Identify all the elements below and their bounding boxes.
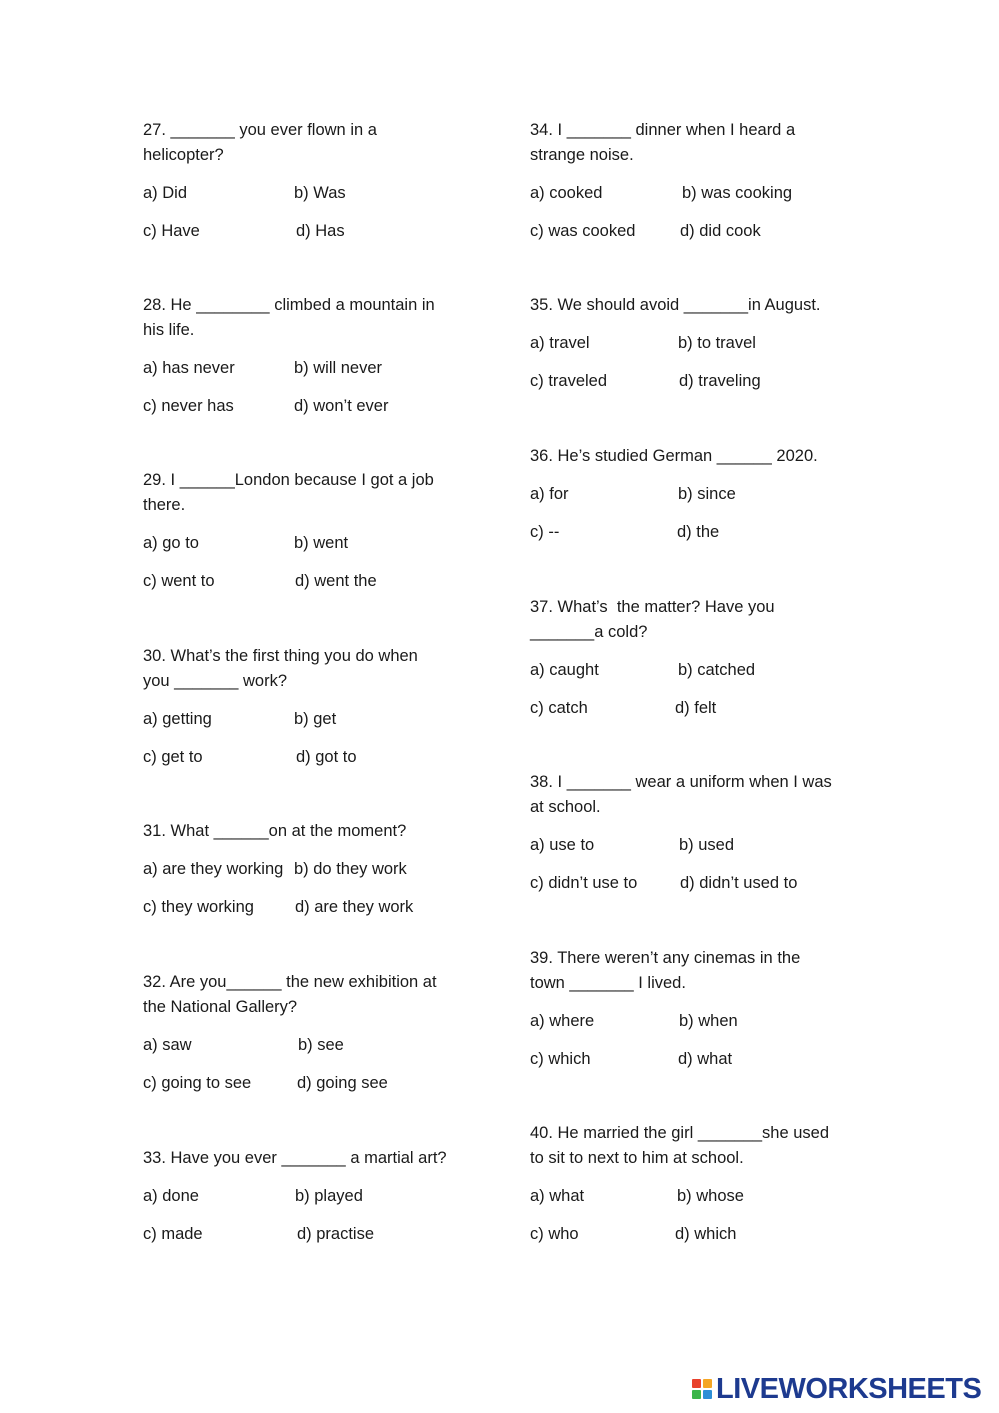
question-text: 30. What’s the first thing you do when you _______ work? bbox=[143, 647, 418, 690]
option-d[interactable]: d) are they work bbox=[295, 898, 414, 916]
option-b[interactable]: b) whose bbox=[677, 1187, 744, 1205]
option-a[interactable]: a) saw bbox=[143, 1036, 192, 1054]
logo-square bbox=[703, 1379, 712, 1388]
question-text: 34. I _______ dinner when I heard a strange noise. bbox=[530, 121, 796, 164]
option-a[interactable]: a) go to bbox=[143, 534, 199, 552]
option-b[interactable]: b) since bbox=[678, 485, 736, 503]
option-a[interactable]: a) use to bbox=[530, 836, 595, 854]
question-31 bbox=[143, 819, 463, 933]
options-row bbox=[530, 482, 850, 520]
option-a[interactable]: a) what bbox=[530, 1187, 585, 1205]
options-row bbox=[530, 369, 850, 407]
options-row bbox=[530, 1009, 850, 1047]
option-d[interactable]: d) went the bbox=[295, 572, 377, 590]
option-b[interactable]: b) went bbox=[294, 534, 349, 552]
option-b[interactable]: b) catched bbox=[678, 661, 756, 679]
question-text: 40. He married the girl _______she used to sit to next to him at school. bbox=[530, 1124, 830, 1167]
logo-square bbox=[703, 1390, 712, 1399]
logo-text: LIVEWORKSHEETS bbox=[716, 1372, 982, 1405]
options-row bbox=[530, 331, 850, 369]
option-c[interactable]: c) catch bbox=[530, 699, 588, 717]
logo-square bbox=[692, 1390, 701, 1399]
options-row bbox=[143, 531, 463, 569]
option-d[interactable]: d) did cook bbox=[680, 222, 761, 240]
options-row bbox=[143, 181, 463, 219]
question-text: 33. Have you ever _______ a martial art? bbox=[143, 1149, 447, 1167]
option-a[interactable]: a) travel bbox=[530, 334, 590, 352]
option-c[interactable]: c) was cooked bbox=[530, 222, 636, 240]
options-row bbox=[143, 745, 463, 783]
options-row bbox=[143, 1184, 463, 1222]
question-33 bbox=[143, 1146, 463, 1260]
option-a[interactable]: a) Did bbox=[143, 184, 188, 202]
question-text: 35. We should avoid _______in August. bbox=[530, 296, 821, 314]
options-row bbox=[143, 219, 463, 257]
question-text: 36. He’s studied German ______ 2020. bbox=[530, 447, 818, 465]
option-d[interactable]: d) got to bbox=[296, 748, 357, 766]
question-34 bbox=[530, 118, 850, 257]
logo-mark-icon bbox=[692, 1379, 712, 1399]
option-d[interactable]: d) traveling bbox=[679, 372, 761, 390]
options-row bbox=[530, 696, 850, 734]
option-c[interactable]: c) get to bbox=[143, 748, 203, 766]
option-c[interactable]: c) Have bbox=[143, 222, 200, 240]
option-a[interactable]: a) has never bbox=[143, 359, 235, 377]
options-row bbox=[530, 1047, 850, 1085]
question-text: 31. What ______on at the moment? bbox=[143, 822, 407, 840]
option-b[interactable]: b) Was bbox=[294, 184, 346, 202]
question-text: 27. _______ you ever flown in a helicopter? bbox=[143, 121, 377, 164]
option-d[interactable]: d) didn’t used to bbox=[680, 874, 798, 892]
option-d[interactable]: d) Has bbox=[296, 222, 345, 240]
question-38 bbox=[530, 770, 850, 909]
option-a[interactable]: a) are they working bbox=[143, 860, 284, 878]
option-d[interactable]: d) going see bbox=[297, 1074, 388, 1092]
options-row bbox=[530, 871, 850, 909]
option-c[interactable]: c) which bbox=[530, 1050, 591, 1068]
question-40 bbox=[530, 1121, 850, 1260]
option-c[interactable]: c) -- bbox=[530, 523, 560, 541]
option-a[interactable]: a) cooked bbox=[530, 184, 603, 202]
question-37 bbox=[530, 595, 850, 734]
question-29 bbox=[143, 468, 463, 607]
option-b[interactable]: b) to travel bbox=[678, 334, 756, 352]
options-row bbox=[530, 658, 850, 696]
liveworksheets-logo bbox=[692, 1374, 981, 1404]
options-row bbox=[143, 857, 463, 895]
option-c[interactable]: c) went to bbox=[143, 572, 215, 590]
option-c[interactable]: c) they working bbox=[143, 898, 254, 916]
options-row bbox=[143, 895, 463, 933]
option-d[interactable]: d) practise bbox=[297, 1225, 375, 1243]
options-row bbox=[530, 1222, 850, 1260]
option-b[interactable]: b) played bbox=[295, 1187, 363, 1205]
options-row bbox=[530, 219, 850, 257]
option-b[interactable]: b) was cooking bbox=[682, 184, 793, 202]
option-b[interactable]: b) will never bbox=[294, 359, 383, 377]
question-text: 29. I ______London because I got a job there. bbox=[143, 471, 434, 514]
option-d[interactable]: d) won’t ever bbox=[294, 397, 389, 415]
option-b[interactable]: b) when bbox=[679, 1012, 738, 1030]
option-a[interactable]: a) caught bbox=[530, 661, 599, 679]
question-text: 38. I _______ wear a uniform when I was at school. bbox=[530, 773, 832, 816]
option-a[interactable]: a) where bbox=[530, 1012, 595, 1030]
question-30 bbox=[143, 644, 463, 783]
options-row bbox=[530, 181, 850, 219]
option-a[interactable]: a) done bbox=[143, 1187, 199, 1205]
logo-square bbox=[692, 1379, 701, 1388]
option-c[interactable]: c) never has bbox=[143, 397, 234, 415]
options-row bbox=[143, 394, 463, 432]
option-d[interactable]: d) which bbox=[675, 1225, 737, 1243]
options-row bbox=[143, 1222, 463, 1260]
option-c[interactable]: c) made bbox=[143, 1225, 203, 1243]
option-c[interactable]: c) going to see bbox=[143, 1074, 252, 1092]
question-39 bbox=[530, 946, 850, 1085]
option-d[interactable]: d) felt bbox=[675, 699, 717, 717]
options-row bbox=[143, 707, 463, 745]
option-c[interactable]: c) didn’t use to bbox=[530, 874, 638, 892]
option-b[interactable]: b) get bbox=[294, 710, 337, 728]
question-text: 39. There weren’t any cinemas in the town _______ I lived. bbox=[530, 949, 801, 992]
question-27 bbox=[143, 118, 463, 257]
option-b[interactable]: b) see bbox=[298, 1036, 344, 1054]
option-a[interactable]: a) getting bbox=[143, 710, 212, 728]
option-c[interactable]: c) who bbox=[530, 1225, 579, 1243]
options-row bbox=[143, 569, 463, 607]
options-row bbox=[143, 356, 463, 394]
options-row bbox=[143, 1071, 463, 1109]
option-c[interactable]: c) traveled bbox=[530, 372, 608, 390]
question-text: 32. Are you______ the new exhibition at the National Gallery? bbox=[143, 973, 437, 1016]
question-text: 28. He ________ climbed a mountain in his life. bbox=[143, 296, 435, 339]
options-row bbox=[143, 1033, 463, 1071]
options-row bbox=[530, 833, 850, 871]
question-28 bbox=[143, 293, 463, 432]
question-35 bbox=[530, 293, 850, 407]
options-row bbox=[530, 1184, 850, 1222]
option-d[interactable]: d) the bbox=[677, 523, 720, 541]
option-b[interactable]: b) used bbox=[679, 836, 735, 854]
option-a[interactable]: a) for bbox=[530, 485, 569, 503]
option-b[interactable]: b) do they work bbox=[294, 860, 407, 878]
question-32 bbox=[143, 970, 463, 1109]
option-d[interactable]: d) what bbox=[678, 1050, 733, 1068]
options-row bbox=[530, 520, 850, 558]
question-36 bbox=[530, 444, 850, 558]
question-text: 37. What’s the matter? Have you _______a cold? bbox=[530, 598, 775, 641]
